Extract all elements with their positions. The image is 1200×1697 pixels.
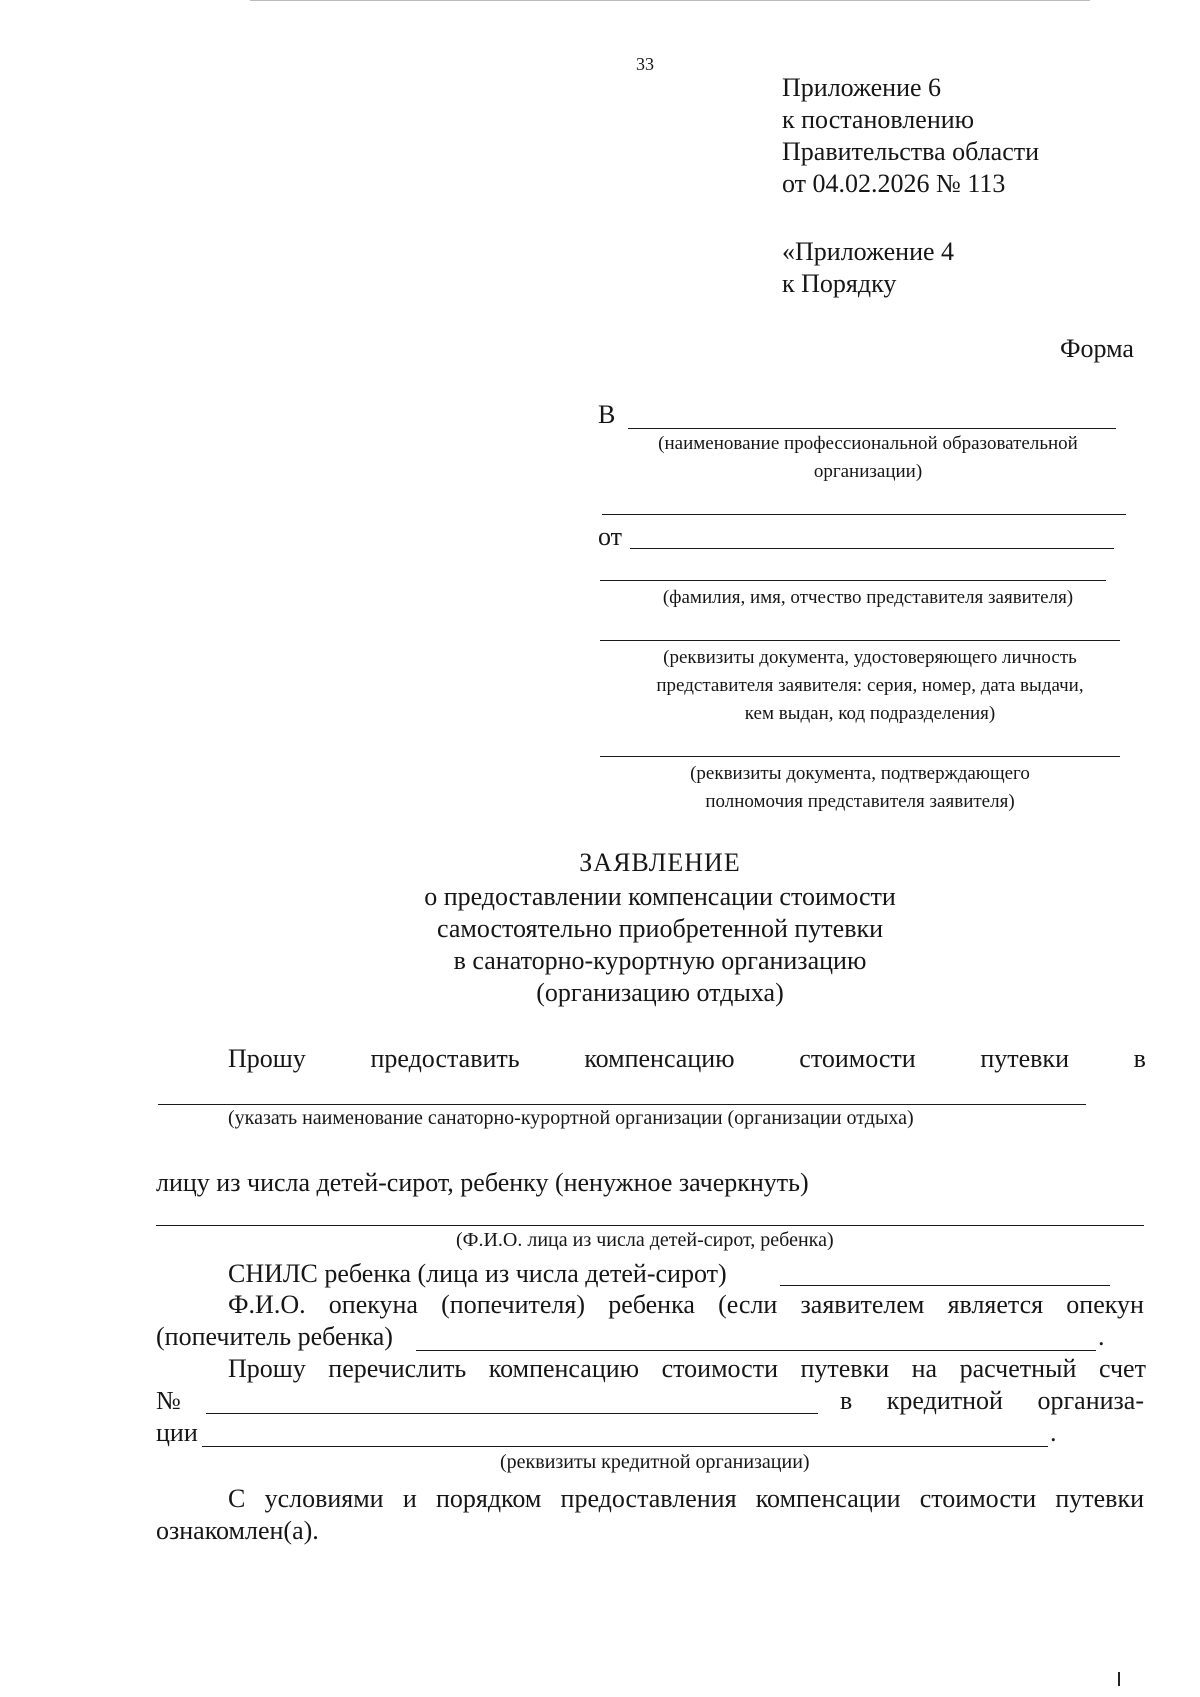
sanatorium-field-line[interactable] bbox=[158, 1104, 1086, 1105]
word: С bbox=[228, 1484, 246, 1513]
authority-caption-line: полномочия представителя заявителя) bbox=[705, 791, 1015, 812]
title-line: в санаторно-курортную организацию bbox=[453, 946, 867, 975]
appendix-line: от 04.02.2026 № 113 bbox=[782, 169, 1006, 198]
word: заявителем bbox=[800, 1290, 925, 1319]
child-fio-field-line[interactable] bbox=[156, 1225, 1144, 1226]
conditions-line bbox=[228, 1484, 1144, 1514]
scan-top-edge bbox=[250, 0, 1090, 7]
account-no-label: № bbox=[156, 1386, 181, 1415]
id-field-line[interactable] bbox=[600, 640, 1120, 641]
word: перечислить bbox=[328, 1354, 467, 1383]
authority-caption-line: (реквизиты документа, подтверждающего bbox=[690, 763, 1030, 784]
request-line bbox=[228, 1044, 1146, 1074]
word: порядком bbox=[435, 1484, 542, 1513]
scan-mark bbox=[1118, 1672, 1120, 1686]
word: компенсацию bbox=[584, 1044, 735, 1073]
snils-label: СНИЛС ребенка (лица из числа детей-сирот) bbox=[228, 1259, 727, 1288]
word: условиями bbox=[264, 1484, 384, 1513]
bank-caption: (реквизиты кредитной организации) bbox=[500, 1451, 810, 1473]
id-caption-line: кем выдан, код подразделения) bbox=[744, 703, 996, 724]
word: счет bbox=[1098, 1354, 1146, 1383]
id-caption bbox=[592, 644, 1148, 728]
document-title: ЗАЯВЛЕНИЕ bbox=[579, 848, 741, 877]
guardian-line bbox=[228, 1290, 1144, 1320]
bank-end: . bbox=[1050, 1418, 1057, 1447]
appendix2-block bbox=[782, 236, 954, 300]
org-caption-line: (наименование профессиональной образовательной bbox=[658, 433, 1078, 454]
org-name-field-line[interactable] bbox=[628, 428, 1116, 429]
bank-line bbox=[840, 1386, 1144, 1416]
appendix-block bbox=[782, 72, 1039, 200]
guardian-field-line[interactable] bbox=[416, 1350, 1096, 1351]
org-caption-line: организации) bbox=[813, 461, 923, 482]
appendix-line: Приложение 6 bbox=[782, 73, 942, 102]
account-field-line[interactable] bbox=[206, 1413, 818, 1414]
word: предоставить bbox=[370, 1044, 520, 1073]
word: путевки bbox=[1055, 1484, 1144, 1513]
word: в bbox=[1133, 1044, 1146, 1073]
word: (попечителя) bbox=[441, 1290, 586, 1319]
word: компенсации bbox=[755, 1484, 901, 1513]
word: опекун bbox=[1066, 1290, 1144, 1319]
authority-caption bbox=[600, 760, 1120, 816]
title-line: (организацию отдыха) bbox=[536, 978, 784, 1007]
word: ребенка bbox=[608, 1290, 695, 1319]
appendix-line: к постановлению bbox=[782, 105, 975, 134]
word: и bbox=[402, 1484, 417, 1513]
appendix2-line: «Приложение 4 bbox=[782, 237, 955, 266]
word: (если bbox=[718, 1290, 778, 1319]
guardian-cont: (попечитель ребенка) bbox=[156, 1322, 393, 1351]
appendix-line: Правительства области bbox=[782, 137, 1040, 166]
transfer-line bbox=[228, 1354, 1146, 1384]
person-line: лицу из числа детей-сирот, ребенку (ненужное зачеркнуть) bbox=[156, 1168, 809, 1197]
guardian-end: . bbox=[1098, 1322, 1105, 1351]
word: стоимости bbox=[919, 1484, 1037, 1513]
word: путевки bbox=[800, 1354, 890, 1383]
appendix2-line: к Порядку bbox=[782, 269, 897, 298]
from-prefix: от bbox=[598, 522, 623, 551]
word: Ф.И.О. bbox=[228, 1290, 306, 1319]
child-fio-caption: (Ф.И.О. лица из числа детей-сирот, ребенка) bbox=[456, 1229, 834, 1251]
word: Прошу bbox=[228, 1354, 306, 1383]
word: предоставления bbox=[560, 1484, 737, 1513]
to-prefix: В bbox=[598, 400, 616, 429]
word: организа- bbox=[1037, 1386, 1144, 1415]
authority-field-line[interactable] bbox=[600, 756, 1120, 757]
id-caption-line: представителя заявителя: серия, номер, дата выдачи, bbox=[656, 675, 1084, 696]
fio-field-line[interactable] bbox=[600, 580, 1106, 581]
word: кредитной bbox=[886, 1386, 1003, 1415]
bank-field-line[interactable] bbox=[202, 1446, 1048, 1447]
word: является bbox=[947, 1290, 1044, 1319]
word: в bbox=[840, 1386, 853, 1415]
sanatorium-caption: (указать наименование санаторно-курортной организации (организации отдыха) bbox=[228, 1107, 914, 1129]
fio-caption: (фамилия, имя, отчество представителя заявителя) bbox=[662, 587, 1074, 608]
word: компенсацию bbox=[488, 1354, 640, 1383]
word: опекуна bbox=[328, 1290, 418, 1319]
word: стоимости bbox=[799, 1044, 916, 1073]
from-field-line[interactable] bbox=[630, 548, 1114, 549]
org-caption bbox=[598, 430, 1138, 486]
snils-field-line[interactable] bbox=[780, 1285, 1110, 1286]
conditions-cont: ознакомлен(а). bbox=[156, 1516, 319, 1545]
bank-cont: ции bbox=[156, 1418, 198, 1447]
title-line: самостоятельно приобретенной путевки bbox=[436, 914, 884, 943]
word: стоимости bbox=[661, 1354, 778, 1383]
word: путевки bbox=[980, 1044, 1069, 1073]
title-line: о предоставлении компенсации стоимости bbox=[424, 882, 896, 911]
page-number: 33 bbox=[636, 54, 654, 74]
word: расчетный bbox=[959, 1354, 1077, 1383]
form-label: Форма bbox=[1060, 334, 1134, 363]
id-caption-line: (реквизиты документа, удостоверяющего личность bbox=[663, 647, 1077, 668]
word: Прошу bbox=[228, 1044, 306, 1073]
word: на bbox=[911, 1354, 938, 1383]
org-name-field-line-2[interactable] bbox=[602, 514, 1126, 515]
